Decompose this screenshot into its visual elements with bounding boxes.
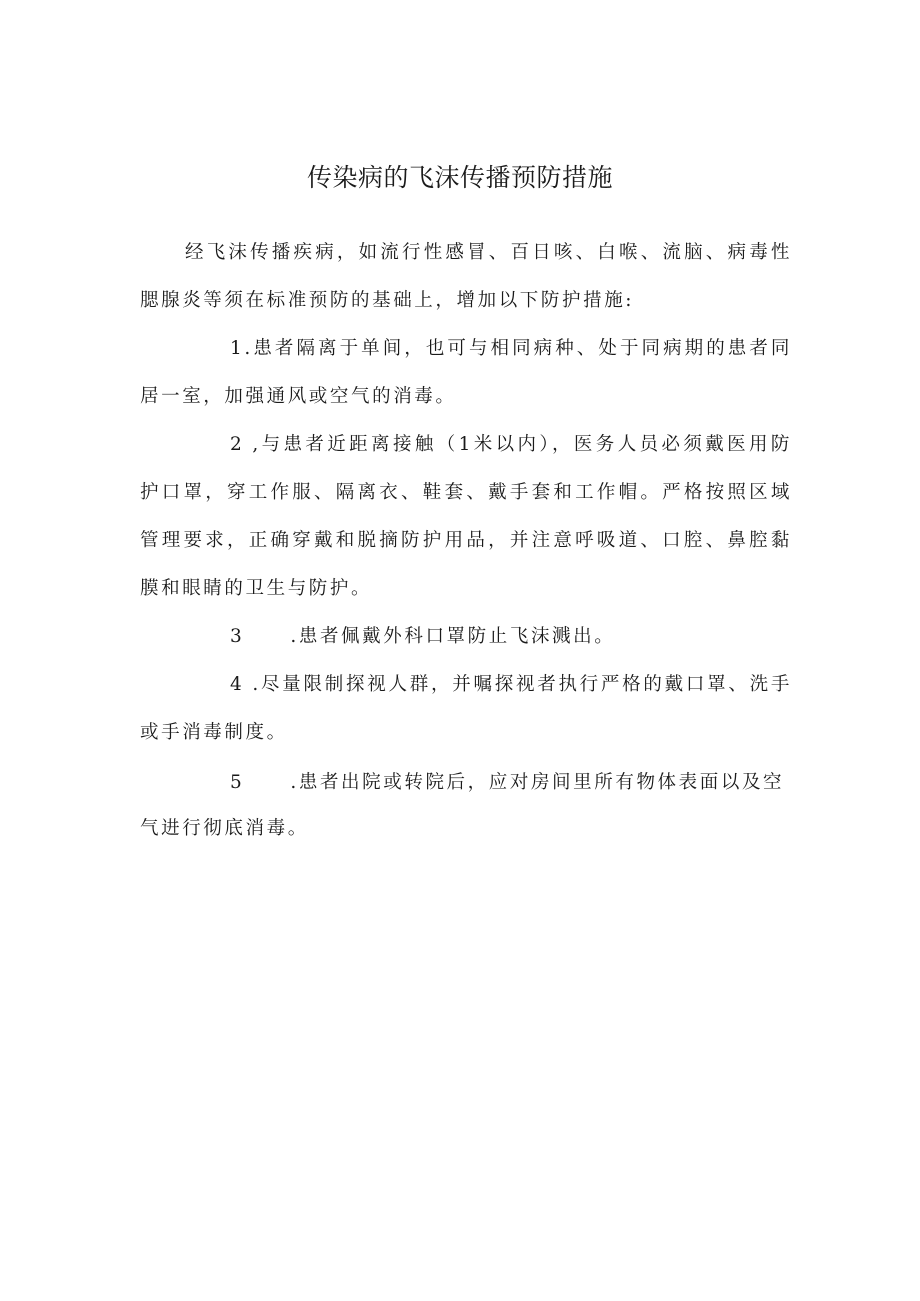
item-text: .患者佩戴外科口罩防止飞沫溅出。: [290, 626, 616, 647]
list-item: [140, 661, 792, 757]
list-item: [140, 325, 792, 421]
document-body: [140, 229, 792, 849]
list-item: [140, 757, 792, 809]
item-number: 4: [230, 674, 245, 695]
item-text: .尽量限制探视人群，并嘱探视者执行严格的戴口罩、洗手或手消毒制度。: [140, 674, 792, 743]
item-text: .患者出院或转院后，应对房间里所有物体表面以及空: [290, 772, 785, 793]
item-number: 3: [230, 626, 245, 647]
list-item-continuation: 气进行彻底消毒。: [140, 818, 309, 839]
item-number: 5: [230, 772, 245, 793]
intro-paragraph: 经飞沫传播疾病，如流行性感冒、百日咳、白喉、流脑、病毒性腮腺炎等须在标准预防的基础上，增加以下防护措施:: [140, 242, 792, 311]
item-number: 1: [230, 338, 245, 359]
list-item: [140, 613, 792, 661]
list-item: [140, 421, 792, 613]
document-title: 传染病的飞沫传播预防措施: [306, 163, 613, 192]
item-text: ,与患者近距离接触（1米以内），医务人员必须戴医用防护口罩，穿工作服、隔离衣、鞋套、戴手套和工作帽。严格按照区域管理要求，正确穿戴和脱摘防护用品，并注意呼吸道、口腔、鼻腔黏膜和眼睛的卫生与防护。: [140, 434, 792, 599]
item-text: .患者隔离于单间，也可与相同病种、处于同病期的患者同居一室，加强通风或空气的消毒。: [140, 338, 792, 407]
item-number: 2: [230, 434, 245, 455]
